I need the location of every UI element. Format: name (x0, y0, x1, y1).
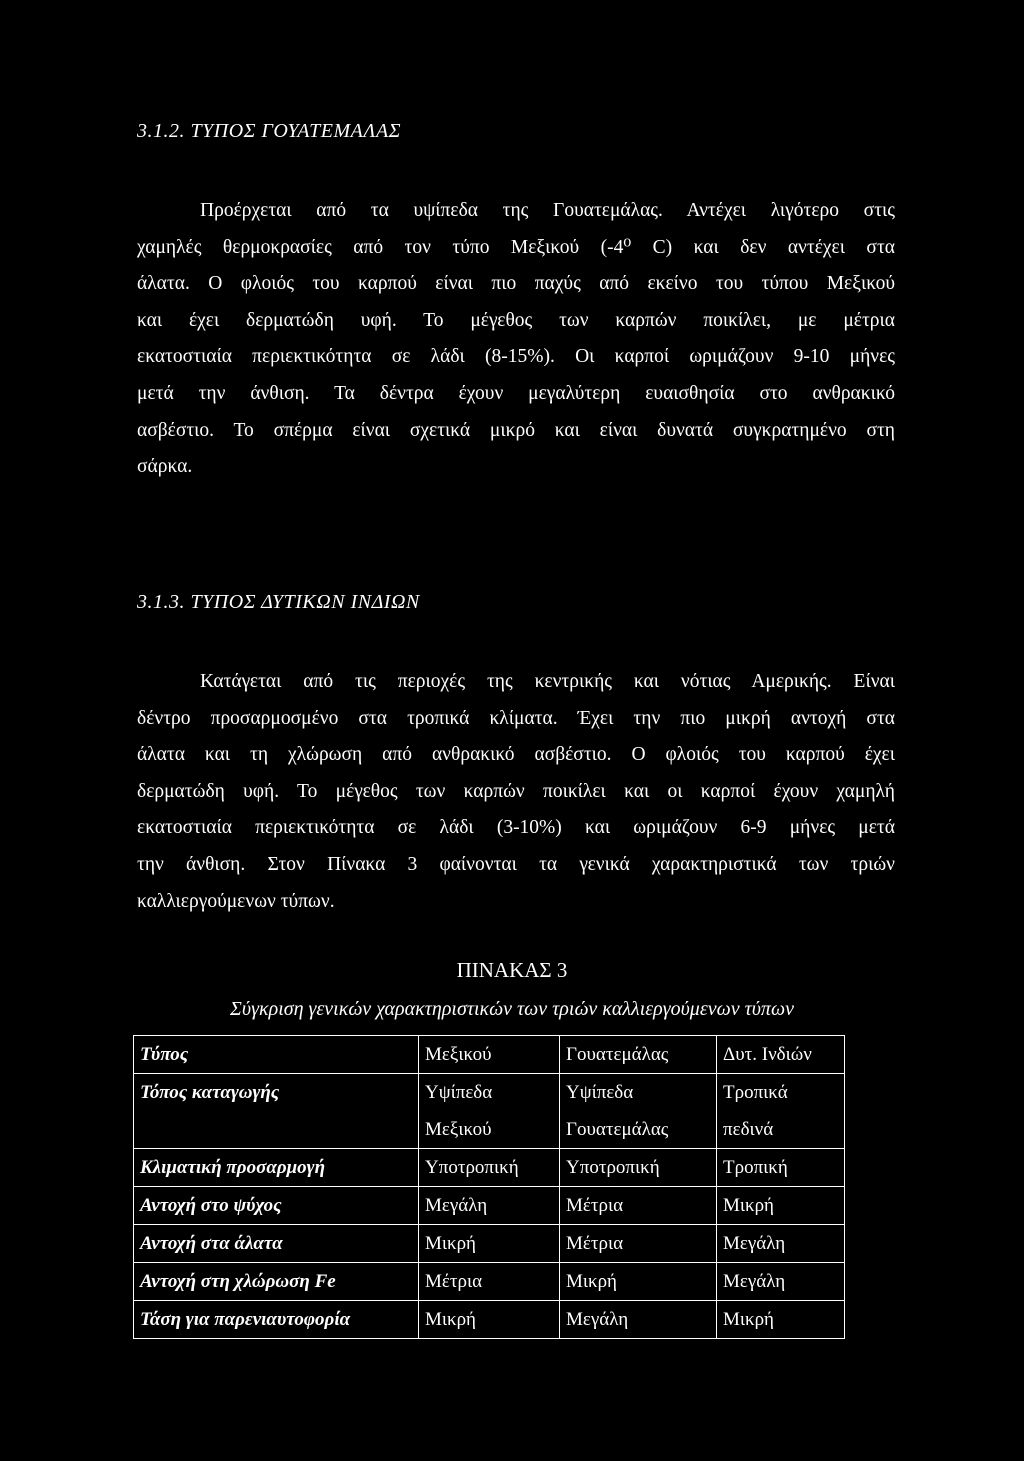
text-line: Προέρχεται από τα υψίπεδα της Γουατεμάλας. Αντέχει λιγότερο στις (200, 200, 895, 221)
text-line: καλλιεργούμενων τύπων. (137, 890, 335, 912)
section-heading-west-indies: 3.1.3. ΤΥΠΟΣ ΔΥΤΙΚΩΝ ΙΝΔΙΩΝ (137, 591, 420, 613)
table-cell: Μεγάλη (560, 1301, 717, 1339)
text-line: σάρκα. (137, 456, 193, 478)
table-cell: Μέτρια (560, 1225, 717, 1263)
table-title: ΠΙΝΑΚΑΣ 3 (456, 958, 568, 982)
table-cell: Μεξικού (419, 1036, 560, 1074)
table-cell: Μικρή (560, 1263, 717, 1301)
text-line: δερματώδη υφή. Το μέγεθος των καρπών ποικίλει και οι καρποί έχουν χαμηλή (137, 780, 895, 802)
paragraph-guatemala (137, 193, 895, 486)
table-cell (717, 1074, 845, 1149)
text-line: άλατα. Ο φλοιός του καρπού είναι πιο παχύς από εκείνο του τύπου Μεξικού (137, 273, 895, 295)
row-header-text: Τόπος καταγωγής (140, 1082, 280, 1103)
row-header: Κλιματική προσαρμογή (134, 1149, 419, 1187)
table-cell: Μικρή (717, 1301, 845, 1339)
table-cell: Μικρή (419, 1225, 560, 1263)
table-caption: Σύγκριση γενικών χαρακτηριστικών των τριών καλλιεργούμενων τύπων (230, 998, 794, 1020)
table-cell: Μεγάλη (717, 1263, 845, 1301)
table-cell (560, 1074, 717, 1149)
table-row (134, 1263, 845, 1301)
cell-line: πεδινά (723, 1119, 774, 1140)
table-cell: Γουατεμάλας (560, 1036, 717, 1074)
table-cell: Μικρή (717, 1187, 845, 1225)
table-row (134, 1149, 845, 1187)
row-header (134, 1074, 419, 1149)
table-cell: Μεγάλη (717, 1225, 845, 1263)
text-line: άλατα και τη χλώρωση από ανθρακικό ασβέστιο. Ο φλοιός του καρπού έχει (137, 744, 895, 766)
text-line: και έχει δερματώδη υφή. Το μέγεθος των καρπών ποικίλει, με μέτρια (137, 309, 895, 331)
text-line: εκατοστιαία περιεκτικότητα σε λάδι (8-15%). Οι καρποί ωριμάζουν 9-10 μήνες (137, 346, 895, 368)
text-line: Κατάγεται από τις περιοχές της κεντρικής και νότιας Αμερικής. Είναι (200, 671, 895, 692)
cell-line: Τροπικά (723, 1082, 788, 1103)
row-header: Αντοχή στη χλώρωση Fe (134, 1263, 419, 1301)
table-cell: Μεγάλη (419, 1187, 560, 1225)
text-line: μετά την άνθιση. Τα δέντρα έχουν μεγαλύτερη ευαισθησία στο ανθρακικό (137, 382, 895, 404)
row-header: Αντοχή στο ψύχος (134, 1187, 419, 1225)
text-line: την άνθιση. Στον Πίνακα 3 φαίνονται τα γενικά χαρακτηριστικά των τριών (137, 853, 895, 875)
table-cell (419, 1074, 560, 1149)
table-row (134, 1301, 845, 1339)
cell-line: Υψίπεδα (425, 1082, 493, 1103)
cell-line: Γουατεμάλας (566, 1119, 669, 1140)
section-heading-guatemala: 3.1.2. ΤΥΠΟΣ ΓΟΥΑΤΕΜΑΛΑΣ (137, 120, 402, 142)
table-cell: Μέτρια (560, 1187, 717, 1225)
table-cell: Μέτρια (419, 1263, 560, 1301)
paragraph-west-indies (137, 664, 895, 920)
table-row (134, 1225, 845, 1263)
text-line: χαμηλές θερμοκρασίες από τον τύπο Μεξικού (-4⁰ C) και δεν αντέχει στα (137, 236, 895, 258)
cell-line: Υψίπεδα (566, 1082, 634, 1103)
row-header: Αντοχή στα άλατα (134, 1225, 419, 1263)
text-line: δέντρο προσαρμοσμένο στα τροπικά κλίματα. Έχει την πιο μικρή αντοχή στα (137, 707, 895, 729)
table-cell: Υποτροπική (560, 1149, 717, 1187)
table-cell: Μικρή (419, 1301, 560, 1339)
table-cell: Υποτροπική (419, 1149, 560, 1187)
cell-line: Μεξικού (425, 1119, 492, 1140)
row-header: Τάση για παρενιαυτοφορία (134, 1301, 419, 1339)
table-row (134, 1074, 845, 1149)
table-cell: Τροπική (717, 1149, 845, 1187)
text-line: εκατοστιαία περιεκτικότητα σε λάδι (3-10%) και ωριμάζουν 6-9 μήνες μετά (137, 817, 895, 839)
table-row (134, 1036, 845, 1074)
table-cell: Δυτ. Ινδιών (717, 1036, 845, 1074)
table-row (134, 1187, 845, 1225)
row-header: Τύπος (134, 1036, 419, 1074)
comparison-table (133, 1035, 845, 1339)
text-line: ασβέστιο. Το σπέρμα είναι σχετικά μικρό και είναι δυνατά συγκρατημένο στη (137, 419, 895, 441)
row-header-text (140, 1111, 412, 1148)
